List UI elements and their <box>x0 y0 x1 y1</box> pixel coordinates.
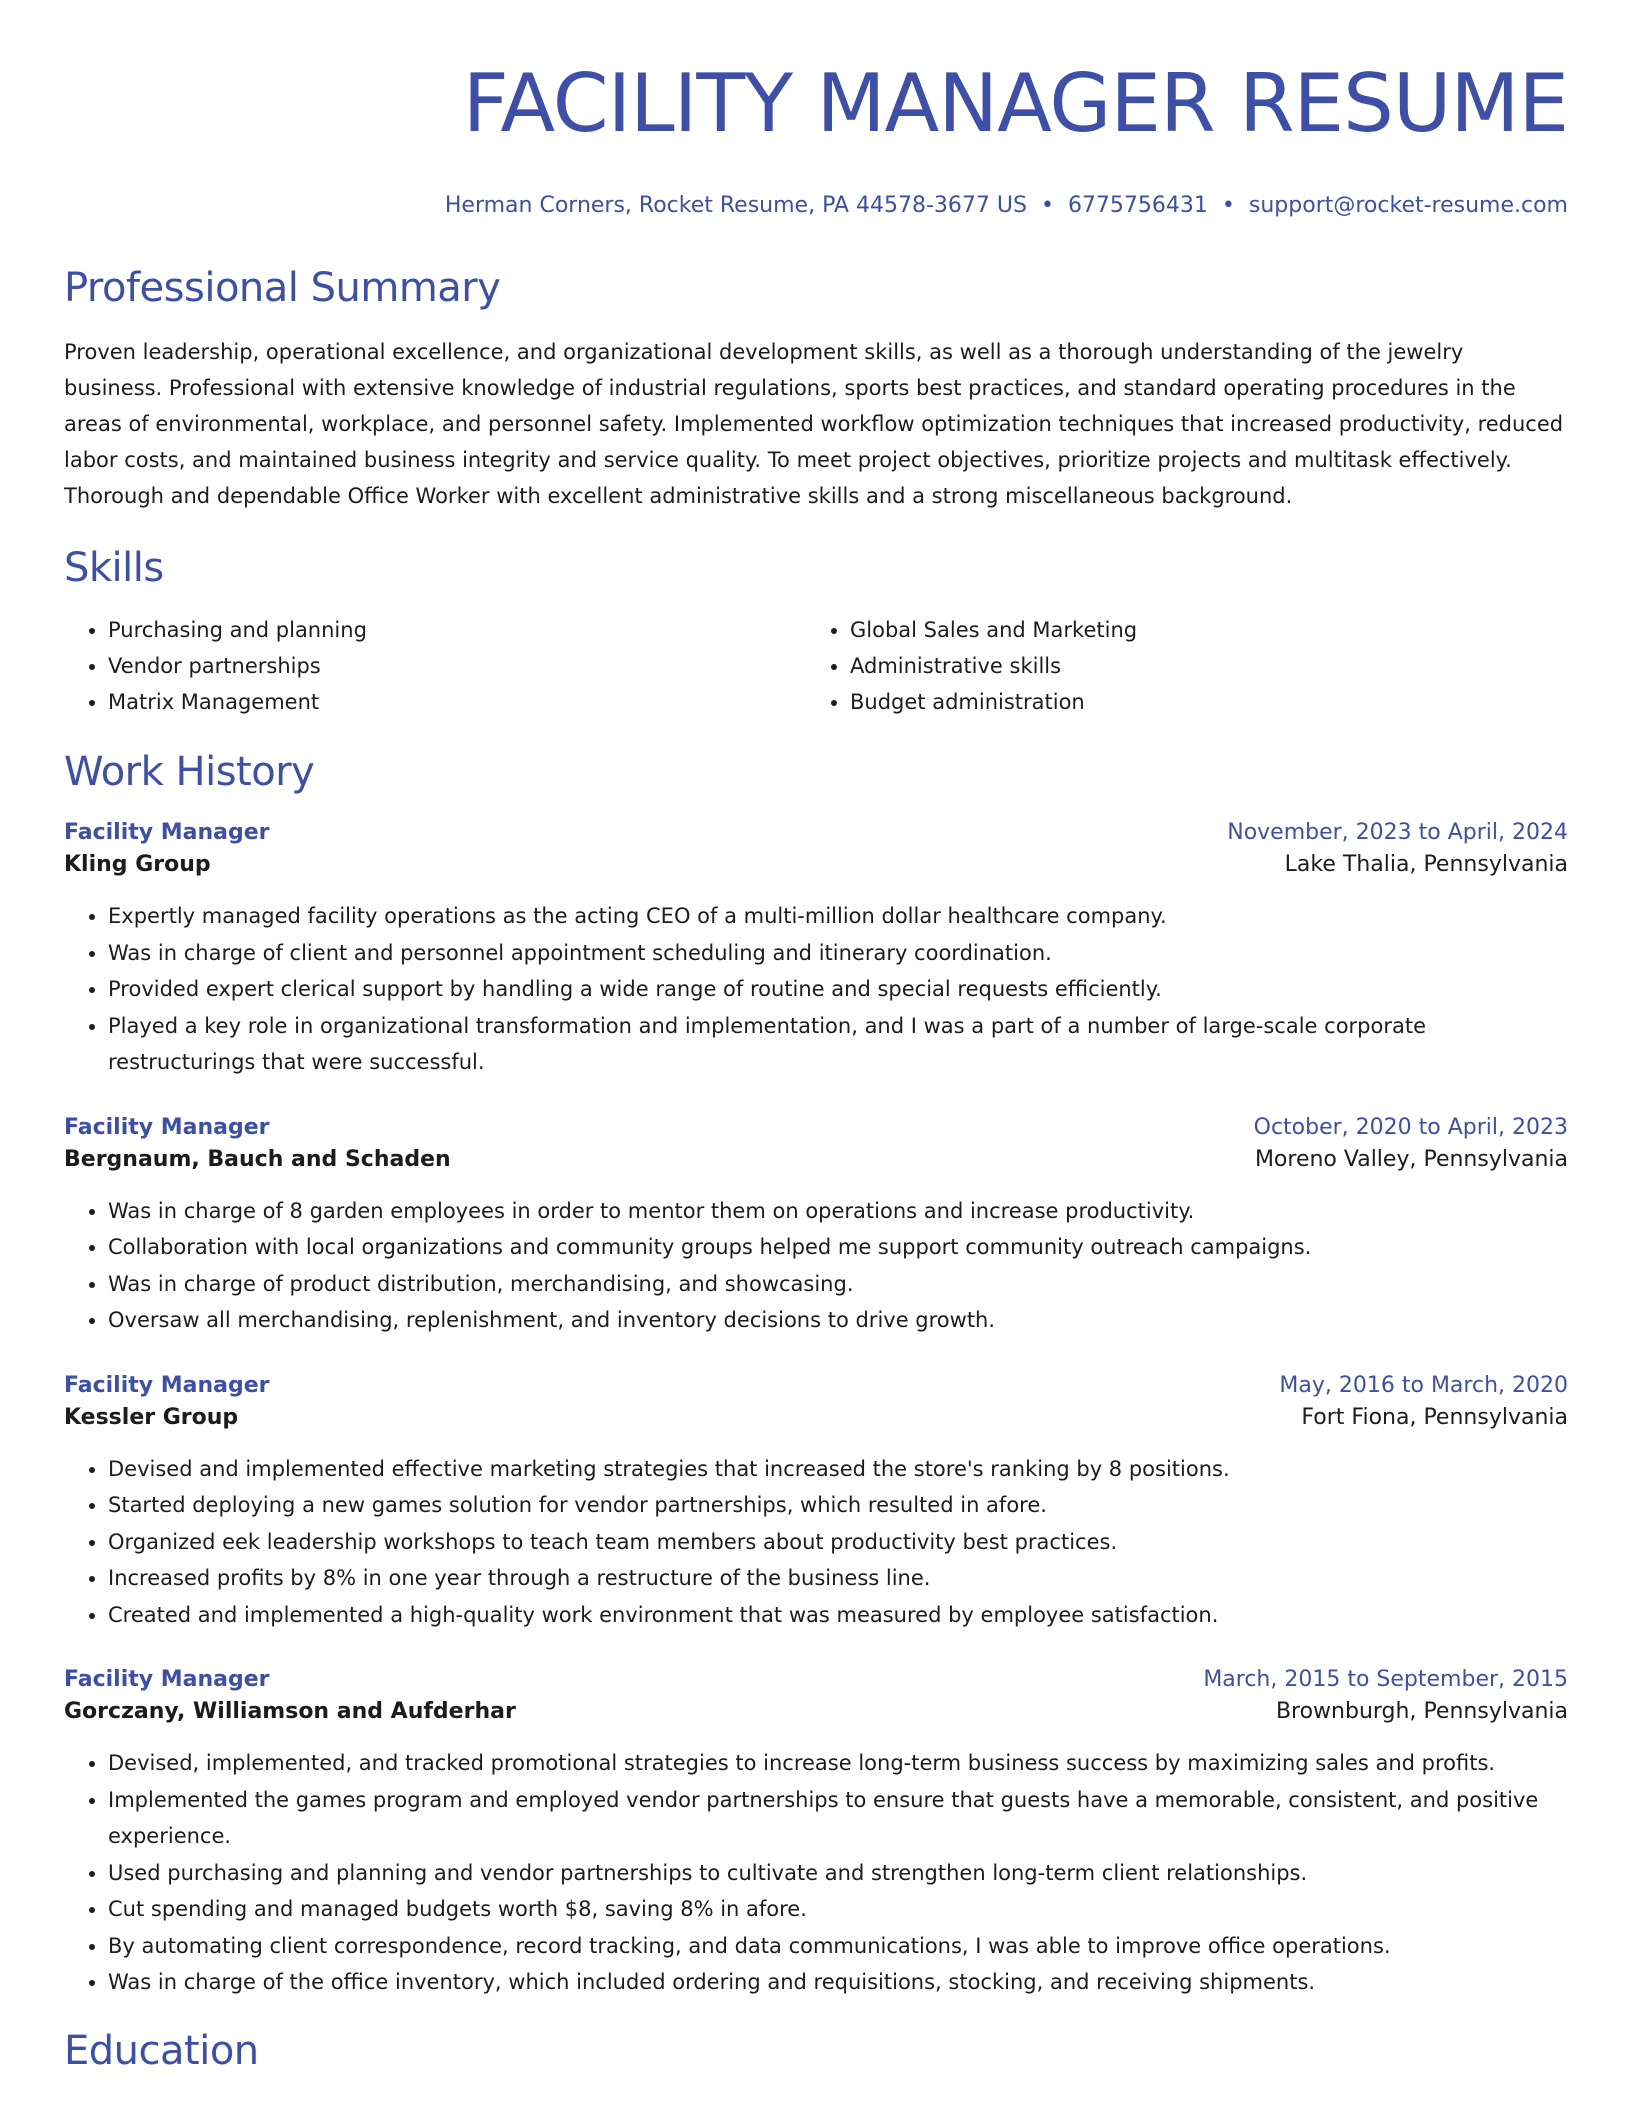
job-title: Facility Manager <box>64 1667 270 1692</box>
job-bullet: • Provided expert clerical support by handling a wide range of routine and special requests efficiently. <box>108 971 1568 1008</box>
job-bullets <box>64 898 1568 1081</box>
section-heading-skills: Skills <box>64 545 164 591</box>
job-bullet: • Was in charge of 8 garden employees in order to mentor them on operations and increase productivity. <box>108 1193 1568 1230</box>
work-history-section <box>64 748 1568 2001</box>
skills-list-left <box>64 612 806 720</box>
job-bullet: • Used purchasing and planning and vendor partnerships to cultivate and strengthen long-term client relationships. <box>108 1855 1568 1892</box>
job-dates: October, 2020 to April, 2023 <box>1253 1114 1568 1140</box>
section-heading-work: Work History <box>64 749 315 795</box>
job-entry <box>64 818 1568 1081</box>
skill-item: • Budget administration <box>850 684 1548 720</box>
skill-item: • Vendor partnerships <box>108 648 806 684</box>
resume-title: FACILITY MANAGER RESUME <box>462 57 1568 150</box>
summary-text: Proven leadership, operational excellence, and organizational development skills, as well as a thorough understanding of the jewelry business. Professional with extensive knowledge of industrial regulations, sports best practices, and standard operating procedures in the areas of environmental, workplace, and personnel safety. Implemented workflow optimization techniques that increased productivity, reduced labor costs, and maintained business integrity and service quality. To meet project objectives, prioritize projects and multitask effectively. Thorough and dependable Office Worker with excellent administrative skills and a strong miscellaneous background. <box>64 340 1564 508</box>
job-company: Kling Group <box>64 852 211 877</box>
job-entry <box>64 1371 1568 1634</box>
contact-address: Herman Corners, Rocket Resume, PA 44578-3677 US <box>444 193 1027 218</box>
job-bullet: • Was in charge of product distribution, merchandising, and showcasing. <box>108 1266 1568 1303</box>
job-bullet: • Devised, implemented, and tracked promotional strategies to increase long-term business success by maximizing sales and profits. <box>108 1745 1568 1782</box>
skill-item: • Administrative skills <box>850 648 1548 684</box>
job-bullet: • Was in charge of the office inventory, which included ordering and requisitions, stocking, and receiving shipments. <box>108 1964 1568 2001</box>
job-bullet: • Implemented the games program and employed vendor partnerships to ensure that guests have a memorable, consistent, and positive experience. <box>108 1782 1568 1855</box>
job-entry <box>64 1113 1568 1339</box>
skill-item: • Purchasing and planning <box>108 612 806 648</box>
job-bullet: • Cut spending and managed budgets worth $8, saving 8% in afore. <box>108 1891 1568 1928</box>
professional-summary-section <box>64 264 1568 514</box>
job-location: Fort Fiona, Pennsylvania <box>1301 1404 1568 1430</box>
job-bullet: • Organized eek leadership workshops to teach team members about productivity best practices. <box>108 1524 1568 1561</box>
job-bullet: • By automating client correspondence, record tracking, and data communications, I was able to improve office operations. <box>108 1928 1568 1965</box>
section-heading-summary: Professional Summary <box>64 265 501 311</box>
skills-list-right <box>806 612 1548 720</box>
job-location: Moreno Valley, Pennsylvania <box>1254 1146 1568 1172</box>
job-dates: March, 2015 to September, 2015 <box>1203 1667 1568 1692</box>
job-company: Kessler Group <box>64 1404 239 1430</box>
job-bullet: • Expertly managed facility operations as the acting CEO of a multi-million dollar healthcare company. <box>108 898 1568 935</box>
job-location: Lake Thalia, Pennsylvania <box>1284 852 1568 877</box>
job-bullets <box>64 1745 1568 2001</box>
skills-columns <box>64 612 1568 720</box>
job-dates: November, 2023 to April, 2024 <box>1227 820 1568 845</box>
job-location: Brownburgh, Pennsylvania <box>1275 1699 1568 1724</box>
education-section <box>64 2027 1568 2075</box>
job-title: Facility Manager <box>64 1114 270 1140</box>
skill-item: • Matrix Management <box>108 684 806 720</box>
skill-item: • Global Sales and Marketing <box>850 612 1548 648</box>
contact-phone: 6775756431 <box>1067 193 1208 218</box>
separator-dot: • <box>1040 193 1054 218</box>
job-title: Facility Manager <box>64 820 270 845</box>
job-bullet: • Oversaw all merchandising, replenishment, and inventory decisions to drive growth. <box>108 1302 1568 1339</box>
job-bullet: • Created and implemented a high-quality work environment that was measured by employee satisfaction. <box>108 1597 1568 1634</box>
job-bullet: • Increased profits by 8% in one year through a restructure of the business line. <box>108 1560 1568 1597</box>
contact-line <box>64 192 1568 220</box>
job-bullet: • Was in charge of client and personnel appointment scheduling and itinerary coordination. <box>108 935 1568 972</box>
job-bullets <box>64 1451 1568 1634</box>
job-company: Gorczany, Williamson and Aufderhar <box>64 1699 516 1724</box>
contact-email[interactable]: support@rocket-resume.com <box>1248 193 1568 218</box>
job-dates: May, 2016 to March, 2020 <box>1279 1372 1568 1398</box>
job-title: Facility Manager <box>64 1372 270 1398</box>
job-entry <box>64 1665 1568 2001</box>
job-company: Bergnaum, Bauch and Schaden <box>64 1146 451 1172</box>
job-bullets <box>64 1193 1568 1339</box>
job-bullet: • Started deploying a new games solution for vendor partnerships, which resulted in afore. <box>108 1487 1568 1524</box>
job-bullet: • Devised and implemented effective marketing strategies that increased the store's ranking by 8 positions. <box>108 1451 1568 1488</box>
job-bullet: • Played a key role in organizational transformation and implementation, and I was a part of a number of large-scale corporate restructurings that were successful. <box>108 1008 1568 1081</box>
job-bullet: • Collaboration with local organizations and community groups helped me support community outreach campaigns. <box>108 1229 1568 1266</box>
skills-section <box>64 544 1568 720</box>
separator-dot: • <box>1221 193 1235 218</box>
section-heading-education: Education <box>64 2027 259 2074</box>
